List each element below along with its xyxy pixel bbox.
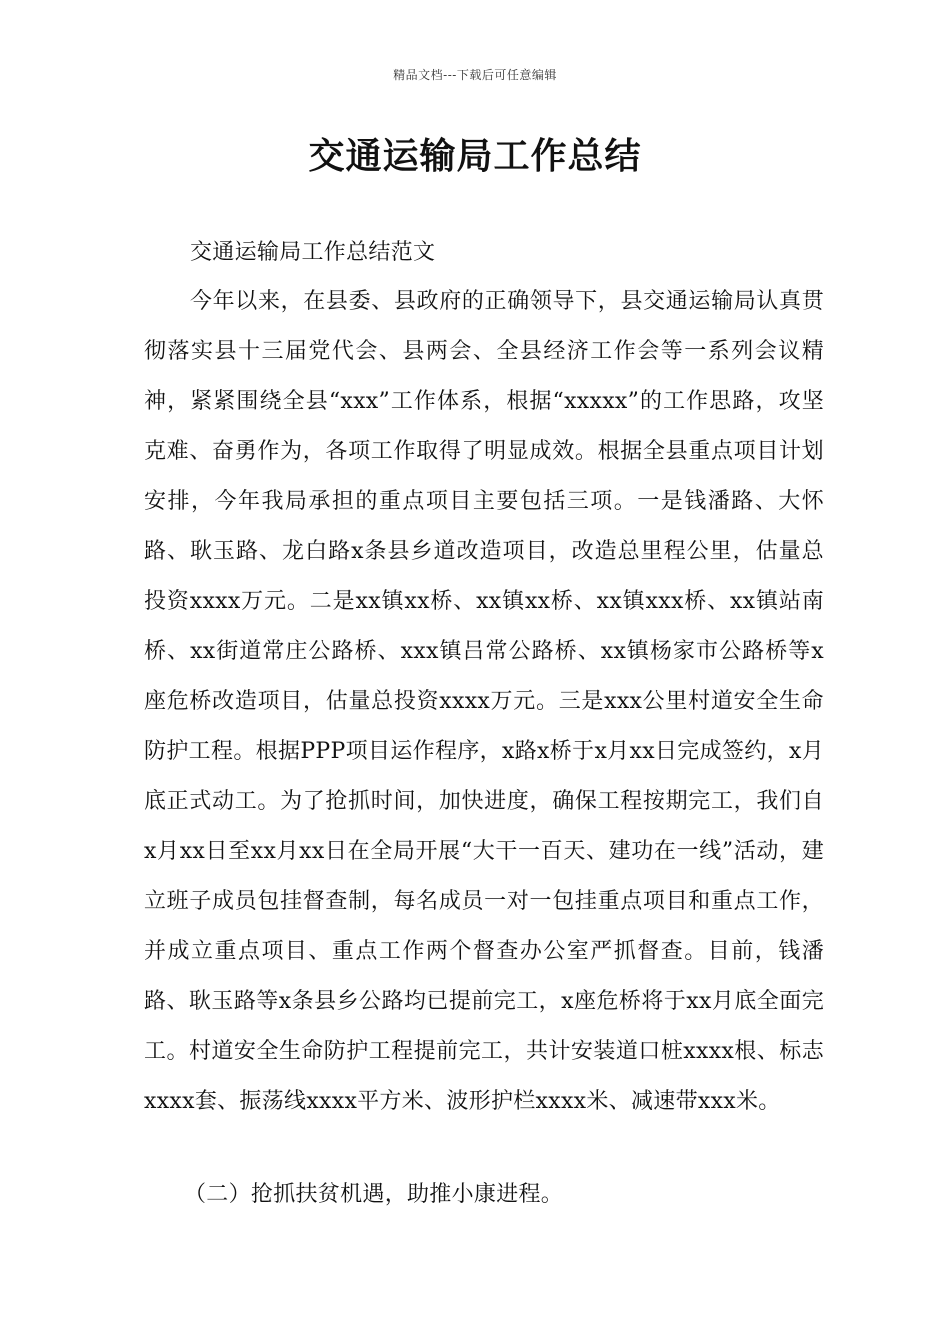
page-title: 交通运输局工作总结 <box>308 136 642 177</box>
header-note: 精品文档---下载后可任意编辑 <box>393 68 557 82</box>
section-heading: （二）抢抓扶贫机遇，助推小康进程。 <box>184 1182 564 1207</box>
document-subtitle: 交通运输局工作总结范文 <box>190 240 436 265</box>
body-paragraph: 今年以来，在县委、县政府的正确领导下，县交通运输局认真贯彻落实县十三届党代会、县两会、全县经济工作会等一系列会议精神，紧紧围绕全县“xxx”工作体系，根据“xxxxx”的工作思路，攻坚克难、奋勇作为，各项工作取得了明显成效。根据全县重点项目计划安排，今年我局承担的重点项目主要包括三项。一是钱潘路、大怀路、耿玉路、龙白路x条县乡道改造项目，改造总里程公里，估量总投资xxxx万元。二是xx镇xx桥、xx镇xx桥、xx镇xxx桥、xx镇站南桥、xx街道常庄公路桥、xxx镇吕常公路桥、xx镇杨家市公路桥等x座危桥改造项目，估量总投资xxxx万元。三是xxx公里村道安全生命防护工程。根据PPP项目运作程序，x路x桥于x月xx日完成签约，x月底正式动工。为了抢抓时间，加快进度，确保工程按期完工，我们自x月xx日至xx月xx日在全局开展“大干一百天、建功在一线”活动，建立班子成员包挂督查制，每名成员一对一包挂重点项目和重点工作，并成立重点项目、重点工作两个督查办公室严抓督查。目前，钱潘路、耿玉路等x条县乡公路均已提前完工，x座危桥将于xx月底全面完工。村道安全生命防护工程提前完工，共计安装道口桩xxxx根、标志xxxx套、振荡线xxxx平方米、波形护栏xxxx米、减速带xxx米。 <box>144 289 824 1114</box>
